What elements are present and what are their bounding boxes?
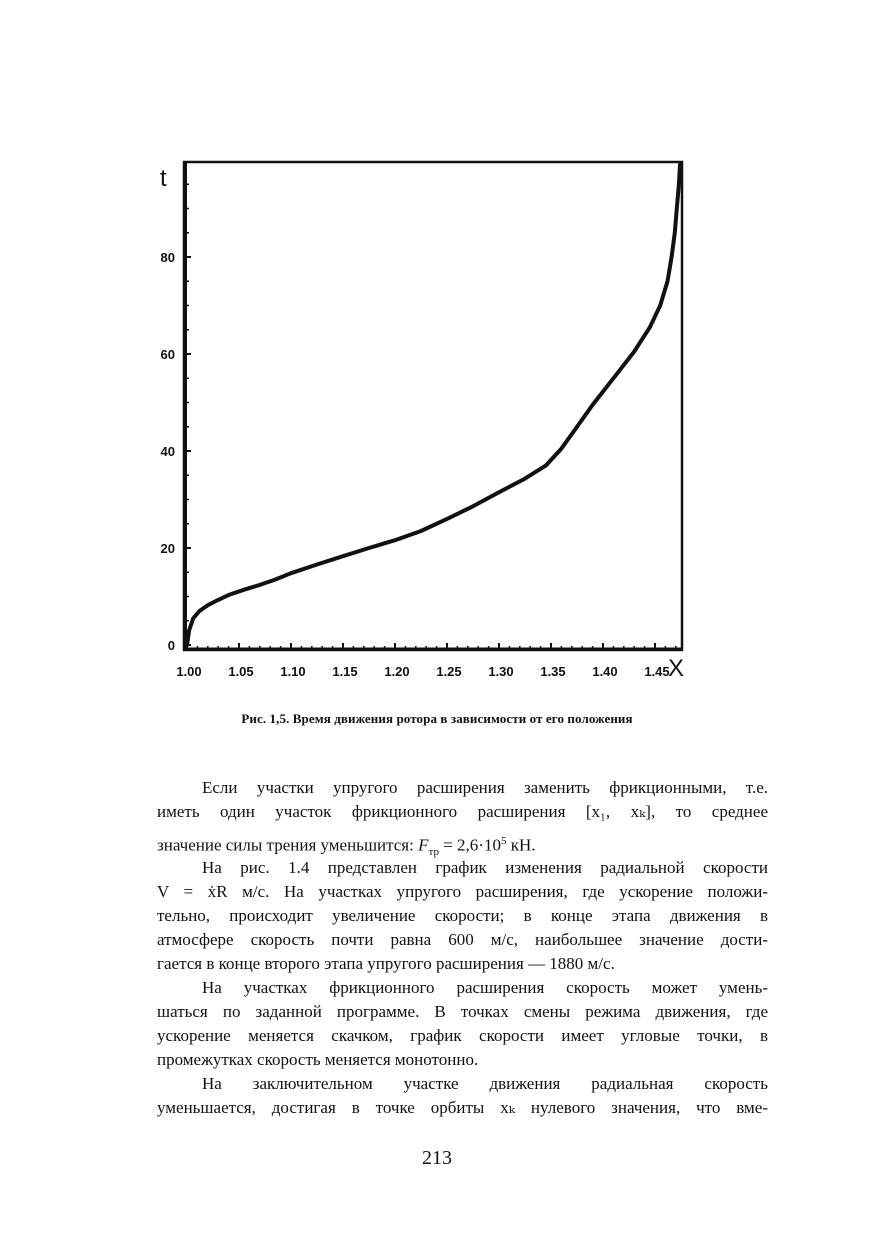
x-axis-label: X: [668, 655, 685, 682]
x-tick-label: 1.35: [540, 664, 566, 679]
formula-sup: 5: [500, 835, 507, 847]
formula-sub: тр: [428, 846, 439, 859]
x-tick-label: 1.20: [384, 664, 410, 679]
formula-text: значение силы трения уменьшится:: [157, 835, 419, 855]
paragraph-line: V = ẋR м/с. На участках упругого расширения, где ускорение положи-: [157, 882, 768, 901]
y-tick-label: 20: [160, 541, 175, 556]
figure-caption: Рис. 1,5. Время движения ротора в зависимости от его положения: [241, 711, 633, 726]
paragraph-line: гается в конце второго этапа упругого расширения — 1880 м/с.: [157, 954, 615, 973]
x-tick-label: 1.00: [176, 664, 202, 679]
body-text: [157, 776, 768, 1120]
paragraph-line: иметь один участок фрикционного расширения [x₁, xₖ], то среднее: [157, 802, 768, 821]
y-tick-label: 80: [160, 250, 175, 265]
paragraph-line: На участках фрикционного расширения скорость может умень-: [202, 978, 768, 997]
paragraph-line: Если участки упругого расширения заменить фрикционными, т.е.: [202, 778, 768, 797]
formula-var: F: [418, 835, 429, 855]
formula-text: = 2,6·10: [438, 835, 501, 855]
paragraph-line: На рис. 1.4 представлен график изменения радиальной скорости: [202, 858, 768, 877]
paragraph-line: атмосфере скорость почти равна 600 м/с, наибольшее значение дости-: [157, 930, 768, 949]
formula-text: кН.: [506, 835, 536, 855]
paragraph-line: тельно, происходит увеличение скорости; в конце этапа движения в: [157, 906, 768, 925]
formula-line: [157, 824, 768, 859]
paragraph-line: ускорение меняется скачком, график скорости имеет угловые точки, в: [157, 1026, 768, 1045]
x-tick-label: 1.05: [228, 664, 254, 679]
y-tick-label: 0: [167, 638, 175, 653]
series-line-t-x: [187, 165, 680, 645]
y-tick-label: 60: [160, 347, 175, 362]
paragraph-line: На заключительном участке движения радиальная скорость: [202, 1074, 768, 1093]
paragraph-line: шаться по заданной программе. В точках смены режима движения, где: [157, 1002, 768, 1021]
x-tick-label: 1.15: [332, 664, 358, 679]
x-tick-label: 1.40: [592, 664, 618, 679]
paragraph-line: уменьшается, достигая в точке орбиты xₖ нулевого значения, что вме-: [157, 1098, 768, 1117]
x-tick-label: 1.30: [488, 664, 514, 679]
y-tick-label: 40: [160, 444, 175, 459]
y-axis-label: t: [160, 165, 167, 192]
paragraph-line: промежутках скорость меняется монотонно.: [157, 1050, 479, 1069]
plot-frame: [184, 162, 682, 650]
x-tick-label: 1.25: [436, 664, 462, 679]
x-tick-label: 1.10: [280, 664, 306, 679]
x-tick-label: 1.45: [644, 664, 670, 679]
page-number: 213: [422, 1147, 452, 1169]
